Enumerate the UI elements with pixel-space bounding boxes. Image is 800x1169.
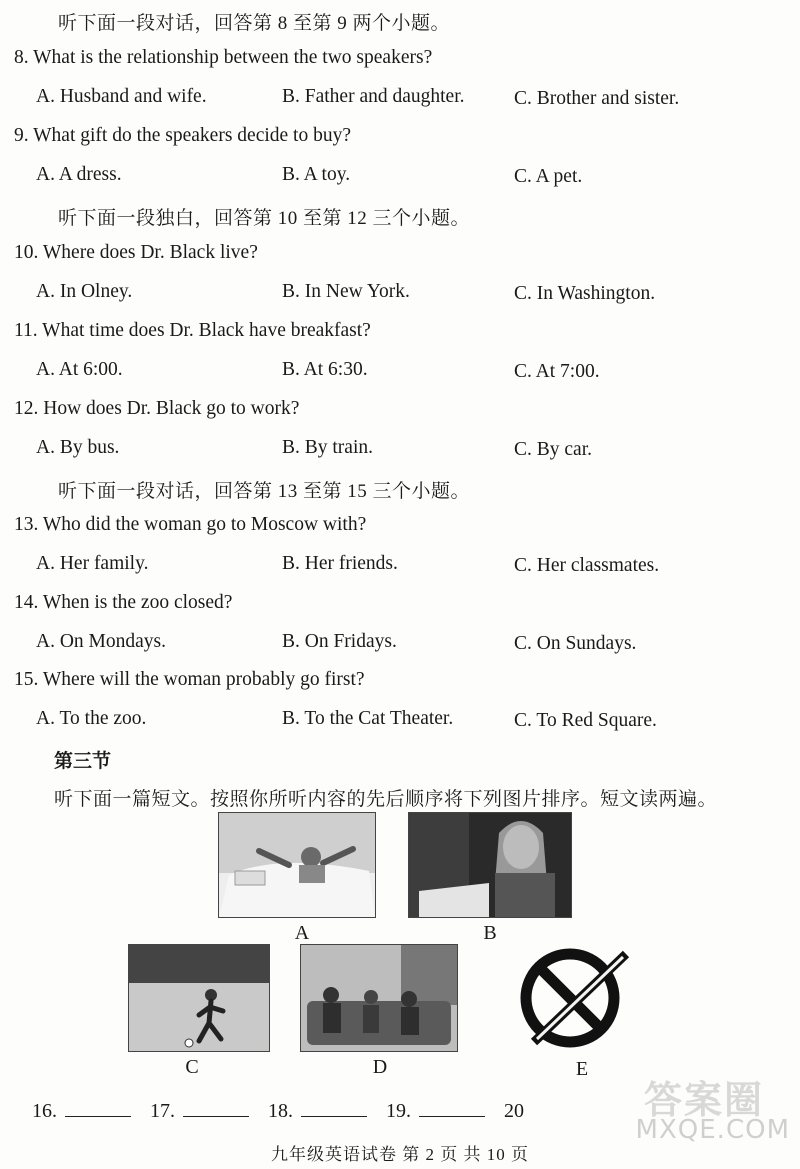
answer-blank-16[interactable] [65, 1098, 131, 1117]
question-12-option-b: B. By train. [282, 437, 373, 458]
question-15-option-a: A. To the zoo. [36, 708, 147, 729]
question-13-option-c: C. Her classmates. [514, 555, 660, 576]
question-10-option-c: C. In Washington. [514, 283, 656, 304]
question-14-option-a: A. On Mondays. [36, 631, 166, 652]
watermark-url-text: MXQE.COM [635, 1115, 790, 1145]
answer-label-20: 20 [504, 1100, 524, 1122]
question-10-option-b: B. In New York. [282, 281, 410, 302]
question-15: 15. Where will the woman probably go first? [14, 669, 365, 690]
question-13-option-a: A. Her family. [36, 553, 149, 574]
picture-b-label: B [483, 922, 497, 944]
question-14-option-c: C. On Sundays. [514, 633, 637, 654]
instruction-10-12: 听下面一段独白，回答第 10 至第 12 三个小题。 [58, 208, 471, 229]
question-8: 8. What is the relationship between the two speakers? [14, 47, 433, 68]
answer-blanks [32, 1098, 524, 1123]
question-15-option-b: B. To the Cat Theater. [282, 708, 454, 729]
question-9-option-a: A. A dress. [36, 164, 122, 185]
section-title: 第三节 [54, 751, 112, 772]
question-11-option-b: B. At 6:30. [282, 359, 368, 380]
answer-blank-18[interactable] [301, 1098, 367, 1117]
picture-d-label: D [372, 1056, 388, 1078]
answer-blank-17[interactable] [183, 1098, 249, 1117]
picture-b-reading [408, 812, 572, 918]
question-13-option-b: B. Her friends. [282, 553, 398, 574]
question-9-option-b: B. A toy. [282, 164, 351, 185]
question-10: 10. Where does Dr. Black live? [14, 242, 258, 263]
picture-e-no-smoking [490, 940, 642, 1052]
question-9-option-c: C. A pet. [514, 166, 583, 187]
question-14: 14. When is the zoo closed? [14, 592, 233, 613]
question-8-option-a: A. Husband and wife. [36, 86, 207, 107]
instruction-13-15: 听下面一段对话，回答第 13 至第 15 三个小题。 [58, 481, 471, 502]
picture-a-label: A [294, 922, 310, 944]
question-14-option-b: B. On Fridays. [282, 631, 397, 652]
page-footer: 九年级英语试卷 第 2 页 共 10 页 [271, 1145, 529, 1164]
question-15-option-c: C. To Red Square. [514, 710, 657, 731]
picture-a-waking-up [218, 812, 376, 918]
picture-c-label: C [185, 1056, 199, 1078]
answer-label-18: 18. [268, 1100, 293, 1122]
question-11-option-c: C. At 7:00. [514, 361, 600, 382]
answer-label-17: 17. [150, 1100, 175, 1122]
picture-d-family-sofa [300, 944, 458, 1052]
question-12-option-c: C. By car. [514, 439, 592, 460]
question-8-option-b: B. Father and daughter. [282, 86, 465, 107]
question-8-option-c: C. Brother and sister. [514, 88, 680, 109]
instruction-8-9: 听下面一段对话，回答第 8 至第 9 两个小题。 [58, 13, 451, 34]
question-12-option-a: A. By bus. [36, 437, 120, 458]
question-11: 11. What time does Dr. Black have breakfast? [14, 320, 371, 341]
question-9: 9. What gift do the speakers decide to buy? [14, 125, 351, 146]
question-11-option-a: A. At 6:00. [36, 359, 123, 380]
watermark-main-text: 答案圈 [643, 1078, 764, 1122]
answer-label-16: 16. [32, 1100, 57, 1122]
picture-c-playing-football [128, 944, 270, 1052]
question-13: 13. Who did the woman go to Moscow with? [14, 514, 367, 535]
picture-e-label: E [575, 1058, 589, 1080]
question-10-option-a: A. In Olney. [36, 281, 133, 302]
answer-label-19: 19. [386, 1100, 411, 1122]
answer-blank-19[interactable] [419, 1098, 485, 1117]
question-12: 12. How does Dr. Black go to work? [14, 398, 300, 419]
section3-instruction: 听下面一篇短文。按照你所听内容的先后顺序将下列图片排序。短文读两遍。 [54, 789, 718, 810]
watermark [604, 1065, 794, 1155]
